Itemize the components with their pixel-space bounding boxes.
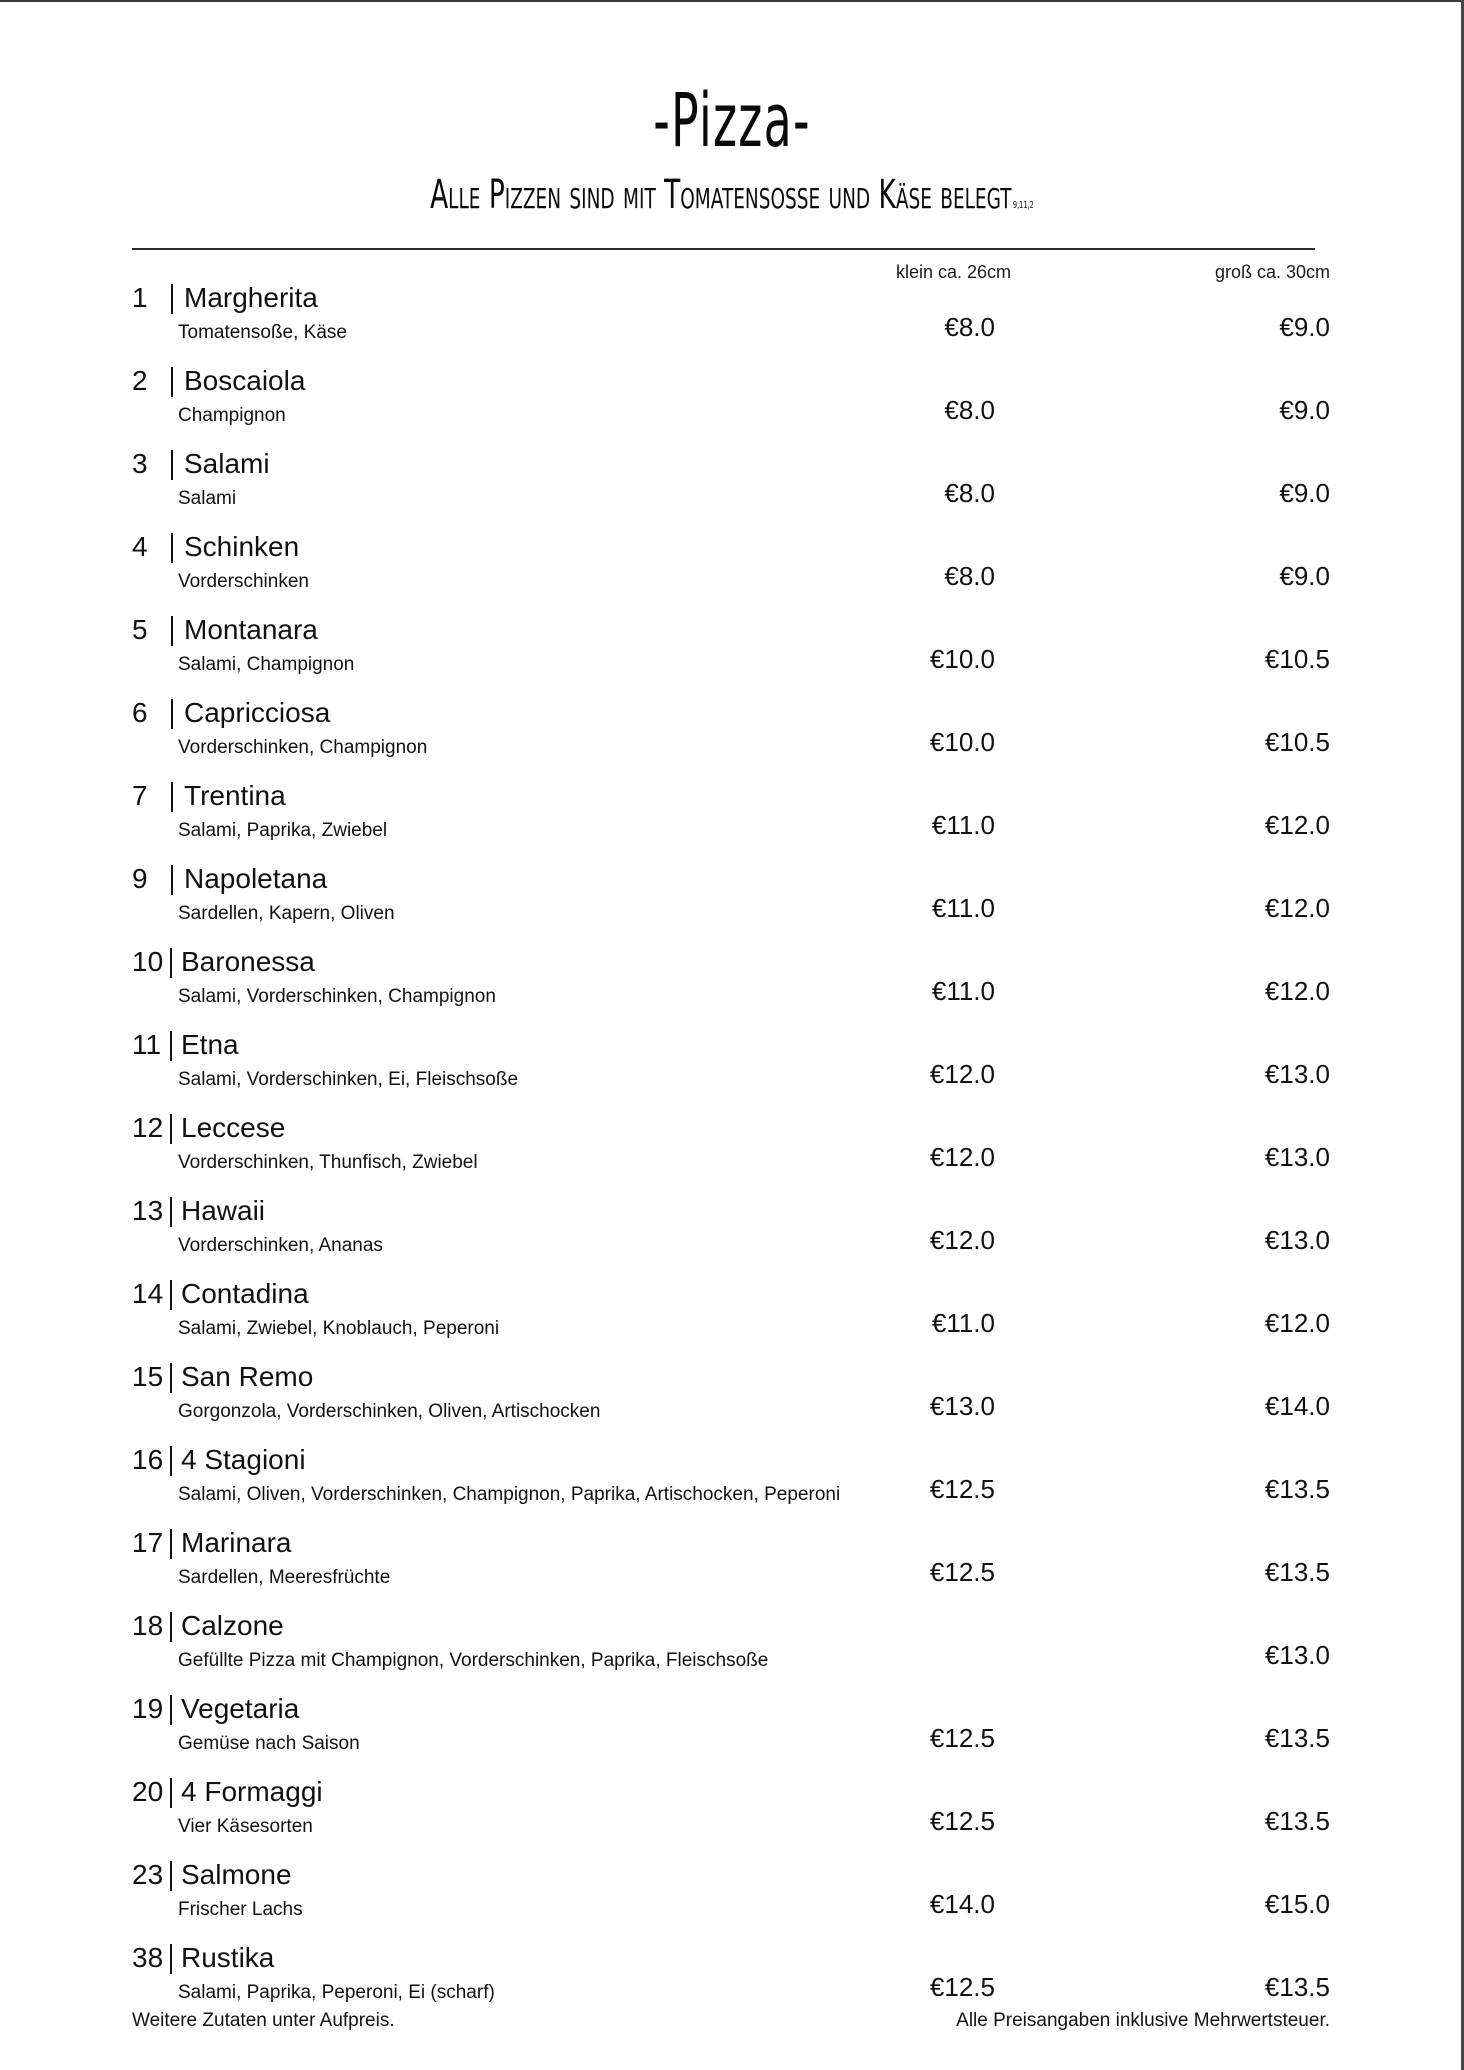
item-ingredients: Vier Käsesorten [178, 1816, 313, 1837]
footer-vat-note: Alle Preisangaben inklusive Mehrwertsteuer. [956, 2010, 1330, 2031]
item-number: 20 [132, 1776, 164, 1807]
menu-item [0, 531, 1464, 614]
item-number: 12 [132, 1112, 164, 1143]
item-separator [171, 367, 173, 397]
item-name: Salmone [181, 1859, 292, 1890]
item-price-large: €13.0 [1264, 1640, 1330, 1670]
menu-item [0, 1195, 1464, 1278]
menu-title: -Pizza- [653, 78, 811, 164]
item-price-large: €13.5 [1264, 1557, 1330, 1587]
item-price-large: €13.5 [1264, 1723, 1330, 1753]
item-name: Napoletana [184, 863, 328, 894]
menu-item [0, 1610, 1464, 1693]
menu-item [0, 1278, 1464, 1361]
item-price-large: €13.0 [1264, 1059, 1330, 1089]
item-number: 15 [132, 1361, 164, 1392]
item-ingredients: Tomatensoße, Käse [178, 322, 347, 343]
item-name: Calzone [181, 1610, 284, 1641]
menu-item [0, 946, 1464, 1029]
item-price-small: €12.5 [929, 1806, 995, 1836]
item-separator [170, 1280, 172, 1310]
item-price-large: €9.0 [1279, 312, 1330, 342]
item-name: Rustika [181, 1942, 275, 1973]
header-divider [132, 248, 1315, 250]
item-name: Etna [181, 1029, 239, 1060]
item-name: Leccese [181, 1112, 286, 1143]
item-price-large: €13.5 [1264, 1806, 1330, 1836]
item-ingredients: Salami, Zwiebel, Knoblauch, Peperoni [178, 1318, 500, 1339]
item-ingredients: Salami, Champignon [178, 654, 355, 675]
item-ingredients: Vorderschinken, Champignon [178, 737, 428, 758]
item-name: Hawaii [181, 1195, 266, 1226]
item-ingredients: Salami, Vorderschinken, Champignon [178, 986, 496, 1007]
menu-item [0, 282, 1464, 365]
item-number: 13 [132, 1195, 164, 1226]
item-ingredients: Gemüse nach Saison [178, 1733, 360, 1754]
item-separator [171, 782, 173, 812]
item-separator [170, 1861, 172, 1891]
item-price-large: €12.0 [1264, 1308, 1330, 1338]
item-ingredients: Salami, Vorderschinken, Ei, Fleischsoße [178, 1069, 519, 1090]
item-separator [171, 450, 173, 480]
item-price-small: €12.5 [929, 1723, 995, 1753]
item-number: 9 [132, 863, 148, 894]
menu-item [0, 365, 1464, 448]
item-ingredients: Sardellen, Meeresfrüchte [178, 1567, 391, 1588]
menu-item [0, 697, 1464, 780]
item-name: Montanara [184, 614, 318, 645]
item-name: Salami [184, 448, 270, 479]
item-price-small: €10.0 [929, 727, 995, 757]
item-ingredients: Sardellen, Kapern, Oliven [178, 903, 395, 924]
item-price-small: €12.0 [929, 1059, 995, 1089]
item-separator [170, 1612, 172, 1642]
item-price-small: €8.0 [944, 312, 995, 342]
item-price-small: €13.0 [929, 1391, 995, 1421]
item-ingredients: Vorderschinken [178, 571, 309, 592]
item-price-small: €11.0 [931, 976, 995, 1006]
item-price-large: €12.0 [1264, 976, 1330, 1006]
item-separator [170, 1446, 172, 1476]
menu-item [0, 1693, 1464, 1776]
item-number: 19 [132, 1693, 164, 1724]
item-number: 3 [132, 448, 148, 479]
item-price-small: €12.5 [929, 1972, 995, 2002]
item-number: 16 [132, 1444, 164, 1475]
item-separator [171, 616, 173, 646]
item-price-large: €9.0 [1279, 561, 1330, 591]
item-price-large: €12.0 [1264, 893, 1330, 923]
footer-extra-toppings-note: Weitere Zutaten unter Aufpreis. [132, 2010, 395, 2031]
menu-subtitle [249, 172, 1215, 218]
item-price-small: €11.0 [931, 810, 995, 840]
item-separator [170, 1944, 172, 1974]
item-ingredients: Salami, Oliven, Vorderschinken, Champignon, Paprika, Artischocken, Peperoni [178, 1484, 841, 1505]
item-price-small: €8.0 [944, 478, 995, 508]
item-number: 1 [132, 282, 148, 313]
item-number: 4 [132, 531, 148, 562]
item-number: 23 [132, 1859, 164, 1890]
item-price-large: €13.0 [1264, 1225, 1330, 1255]
item-separator [170, 1114, 172, 1144]
item-name: Vegetaria [181, 1693, 300, 1724]
menu-item [0, 1112, 1464, 1195]
item-number: 38 [132, 1942, 164, 1973]
menu-item [0, 1776, 1464, 1859]
item-ingredients: Vorderschinken, Thunfisch, Zwiebel [178, 1152, 478, 1173]
item-ingredients: Gefüllte Pizza mit Champignon, Vorderschinken, Paprika, Fleischsoße [178, 1650, 769, 1671]
pizza-menu-list [0, 282, 1464, 2025]
item-ingredients: Champignon [178, 405, 286, 426]
item-price-small: €12.0 [929, 1142, 995, 1172]
item-number: 7 [132, 780, 148, 811]
item-name: Marinara [181, 1527, 292, 1558]
menu-item [0, 1029, 1464, 1112]
allergen-note: 9,11,2 [1012, 200, 1034, 211]
item-ingredients: Gorgonzola, Vorderschinken, Oliven, Artischocken [178, 1401, 601, 1422]
item-price-large: €10.5 [1264, 727, 1330, 757]
item-name: Contadina [181, 1278, 309, 1309]
item-price-large: €12.0 [1264, 810, 1330, 840]
item-name: Baronessa [181, 946, 315, 977]
item-price-large: €9.0 [1279, 478, 1330, 508]
menu-item [0, 1444, 1464, 1527]
item-separator [170, 1529, 172, 1559]
page-border-top [0, 0, 1464, 2]
item-price-small: €12.0 [929, 1225, 995, 1255]
menu-subtitle-text: Alle Pizzen sind mit Tomatensoße und Käse belegt [430, 172, 1012, 218]
item-ingredients: Vorderschinken, Ananas [178, 1235, 383, 1256]
item-price-large: €14.0 [1264, 1391, 1330, 1421]
menu-item [0, 614, 1464, 697]
item-separator [171, 699, 173, 729]
item-number: 5 [132, 614, 148, 645]
item-number: 17 [132, 1527, 164, 1558]
item-name: Margherita [184, 282, 318, 313]
menu-item [0, 1859, 1464, 1942]
item-separator [170, 1778, 172, 1808]
column-header-small: klein ca. 26cm [896, 262, 1012, 282]
item-separator [170, 1031, 172, 1061]
item-separator [171, 284, 173, 314]
item-price-large: €13.5 [1264, 1972, 1330, 2002]
item-separator [170, 948, 172, 978]
item-number: 6 [132, 697, 148, 728]
menu-item [0, 780, 1464, 863]
column-header-large: groß ca. 30cm [1214, 262, 1330, 282]
item-separator [170, 1695, 172, 1725]
item-separator [171, 533, 173, 563]
item-name: Capricciosa [184, 697, 331, 728]
menu-item [0, 1527, 1464, 1610]
item-number: 10 [132, 946, 164, 977]
item-name: 4 Stagioni [181, 1444, 306, 1475]
item-number: 14 [132, 1278, 164, 1309]
item-price-small: €12.5 [929, 1474, 995, 1504]
item-price-small: €11.0 [931, 1308, 995, 1338]
menu-item [0, 863, 1464, 946]
item-price-small: €8.0 [944, 395, 995, 425]
item-number: 2 [132, 365, 148, 396]
item-price-small: €12.5 [929, 1557, 995, 1587]
item-price-small: €14.0 [929, 1889, 995, 1919]
item-name: Trentina [184, 780, 286, 811]
item-number: 18 [132, 1610, 164, 1641]
item-price-small: €8.0 [944, 561, 995, 591]
item-name: Schinken [184, 531, 300, 562]
item-price-large: €13.5 [1264, 1474, 1330, 1504]
item-number: 11 [132, 1029, 162, 1060]
item-ingredients: Frischer Lachs [178, 1899, 303, 1920]
item-name: Boscaiola [184, 365, 306, 396]
item-separator [170, 1363, 172, 1393]
item-name: San Remo [181, 1361, 314, 1392]
item-price-large: €9.0 [1279, 395, 1330, 425]
item-ingredients: Salami [178, 488, 237, 509]
item-separator [170, 1197, 172, 1227]
item-price-large: €13.0 [1264, 1142, 1330, 1172]
item-ingredients: Salami, Paprika, Zwiebel [178, 820, 388, 841]
menu-item [0, 448, 1464, 531]
item-price-small: €10.0 [929, 644, 995, 674]
item-ingredients: Salami, Paprika, Peperoni, Ei (scharf) [178, 1982, 495, 2003]
menu-item [0, 1361, 1464, 1444]
item-price-small: €11.0 [931, 893, 995, 923]
item-name: 4 Formaggi [181, 1776, 323, 1807]
item-price-large: €10.5 [1264, 644, 1330, 674]
item-separator [171, 865, 173, 895]
item-price-large: €15.0 [1264, 1889, 1330, 1919]
